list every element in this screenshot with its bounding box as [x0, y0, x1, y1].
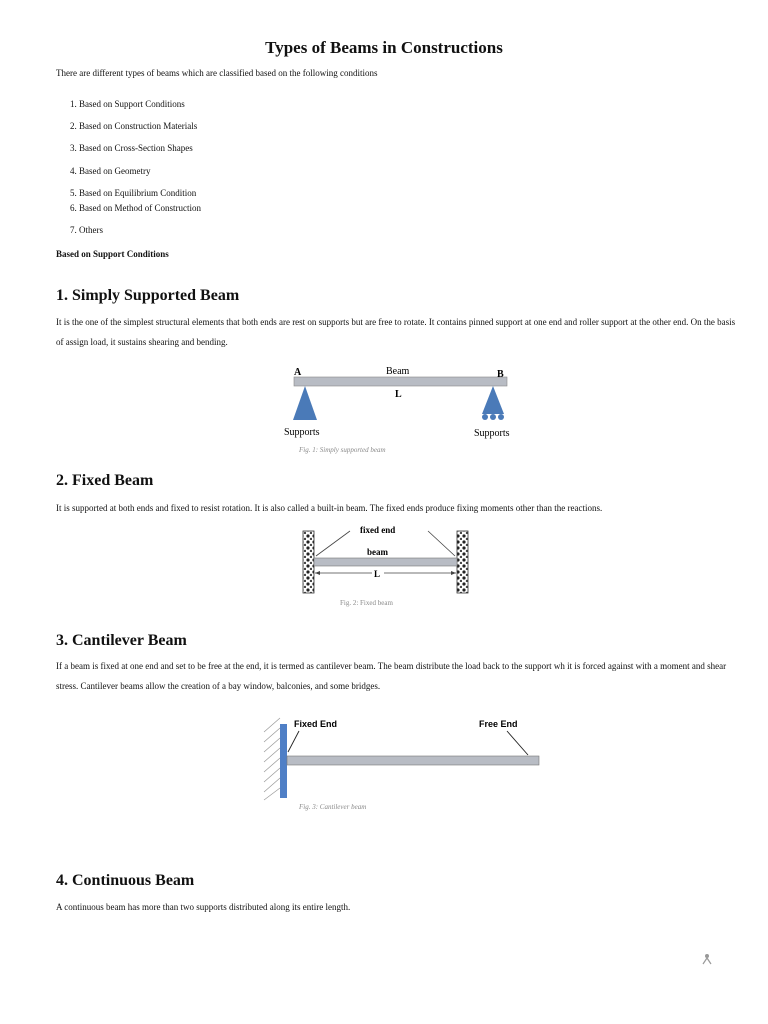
roller-wheel: [498, 414, 504, 420]
fixed-end-leader: [288, 731, 299, 752]
label-free-end: Free End: [479, 719, 518, 729]
label-beam: Beam: [386, 366, 410, 377]
fixed-wall: [280, 724, 287, 798]
simply-supported-beam-figure: [280, 362, 520, 442]
roller-wheel: [482, 414, 488, 420]
figure-caption-1: Fig. 1: Simply supported beam: [299, 446, 386, 454]
left-wall: [303, 531, 314, 593]
document-title: Types of Beams in Constructions: [265, 38, 503, 57]
section-heading-fixed: 2. Fixed Beam: [56, 472, 154, 489]
section-heading-continuous: 4. Continuous Beam: [56, 872, 195, 889]
section-body-continuous: A continuous beam has more than two supports distributed along its entire length.: [56, 902, 351, 912]
pinned-support: [293, 386, 317, 420]
fixed-end-leader: [428, 531, 455, 556]
section-heading-simply-supported: 1. Simply Supported Beam: [56, 287, 240, 304]
label-b: B: [497, 369, 504, 380]
figure-caption-3: Fig. 3: Cantilever beam: [299, 803, 367, 811]
section-body-cantilever: If a beam is fixed at one end and set to be free at the end, it is termed as cantilever beam. The beam distribute the load back to the support wh it is forced against with a moment and shear stress. Cantilever beams allow the creation of a bay window, balconies, and some bridges.: [56, 661, 727, 691]
label-length: L: [395, 389, 402, 400]
list-item: 4. Based on Geometry: [70, 166, 151, 176]
section-body-simply-supported: It is the one of the simplest structural elements that both ends are rest on supports but are free to rotate. It contains pinned support at one end and roller support at the other end. On the basis of assign load, it sustains shearing and bending.: [56, 317, 736, 347]
list-item: 6. Based on Method of Construction: [70, 203, 201, 213]
beam-bar: [314, 558, 457, 566]
label-fixed-end: Fixed End: [294, 719, 338, 729]
intro-text: There are different types of beams which are classified based on the following conditions: [56, 68, 378, 78]
label-a: A: [294, 367, 302, 378]
beam-bar: [287, 756, 539, 765]
fixed-beam-figure: [300, 522, 475, 597]
label-beam: beam: [367, 547, 388, 557]
list-item: 5. Based on Equilibrium Condition: [70, 188, 197, 198]
list-item: 2. Based on Construction Materials: [70, 121, 198, 131]
sub-heading: Based on Support Conditions: [56, 249, 169, 259]
section-body-fixed: It is supported at both ends and fixed to resist rotation. It is also called a built-in beam. The fixed ends produce fixing moments other than the reactions.: [56, 503, 603, 513]
right-wall: [457, 531, 468, 593]
label-supports-left: Supports: [284, 427, 320, 438]
label-length: L: [374, 569, 381, 579]
beam-bar: [294, 377, 507, 386]
list-item: 1. Based on Support Conditions: [70, 99, 185, 109]
arrow-left: [315, 571, 320, 575]
figure-caption-2: Fig. 2: Fixed beam: [340, 599, 393, 607]
free-end-leader: [507, 731, 528, 755]
fixed-end-leader: [316, 531, 350, 556]
list-item: 7. Others: [70, 225, 103, 235]
person-icon: [701, 953, 713, 965]
section-heading-cantilever: 3. Cantilever Beam: [56, 632, 187, 649]
cantilever-beam-figure: [262, 712, 544, 802]
list-item: 3. Based on Cross-Section Shapes: [70, 143, 193, 153]
roller-wheel: [490, 414, 496, 420]
label-supports-right: Supports: [474, 428, 510, 439]
label-fixed-end: fixed end: [360, 525, 396, 535]
arrow-right: [451, 571, 456, 575]
wall-hatching: [264, 718, 280, 800]
roller-support: [482, 386, 504, 414]
